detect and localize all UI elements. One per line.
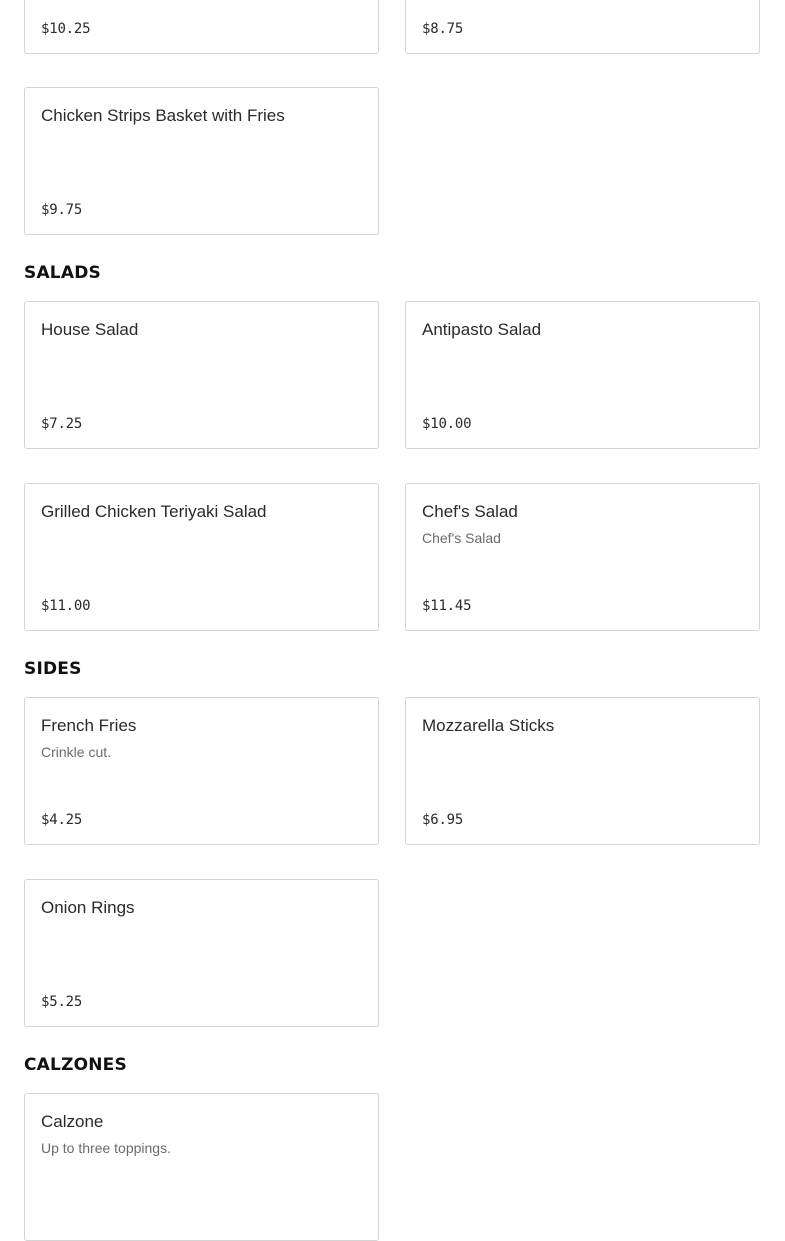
menu-item-card[interactable] [24,879,379,1027]
item-description: Crinkle cut. [41,744,112,760]
item-name: Antipasto Salad [422,320,542,339]
item-price: $6.95 [422,812,464,828]
menu-item-card[interactable] [405,483,760,631]
menu-item-card[interactable] [405,697,760,845]
item-name: Mozzarella Sticks [422,716,555,735]
item-name: French Fries [41,716,137,735]
section-title-calzones: CALZONES [24,1055,127,1075]
item-name: House Salad [41,320,139,339]
item-name: Chicken Strips Basket with Fries [41,106,285,125]
menu-item-card[interactable] [24,0,379,54]
section-title-sides: SIDES [24,659,82,679]
item-description: Chef's Salad [422,530,501,546]
item-price: $8.75 [422,21,464,37]
item-name: Chef's Salad [422,502,518,521]
menu-item-card[interactable] [24,87,379,235]
menu-item-card[interactable] [24,697,379,845]
item-name: Grilled Chicken Teriyaki Salad [41,502,267,521]
item-price: $7.25 [41,416,83,432]
section-title-salads: SALADS [24,263,101,283]
item-name: Calzone [41,1112,104,1131]
item-price: $5.25 [41,994,83,1010]
menu-item-card[interactable] [24,301,379,449]
menu-item-card[interactable] [405,301,760,449]
item-price: $9.75 [41,202,83,218]
menu-item-card[interactable] [24,1093,379,1241]
item-price: $10.00 [422,416,472,432]
item-name: Onion Rings [41,898,135,917]
item-description: Up to three toppings. [41,1140,171,1156]
item-price: $11.00 [41,598,91,614]
item-price: $10.25 [41,21,91,37]
menu-item-card[interactable] [24,483,379,631]
item-price: $4.25 [41,812,83,828]
menu-item-card[interactable] [405,0,760,54]
item-price: $11.45 [422,598,472,614]
